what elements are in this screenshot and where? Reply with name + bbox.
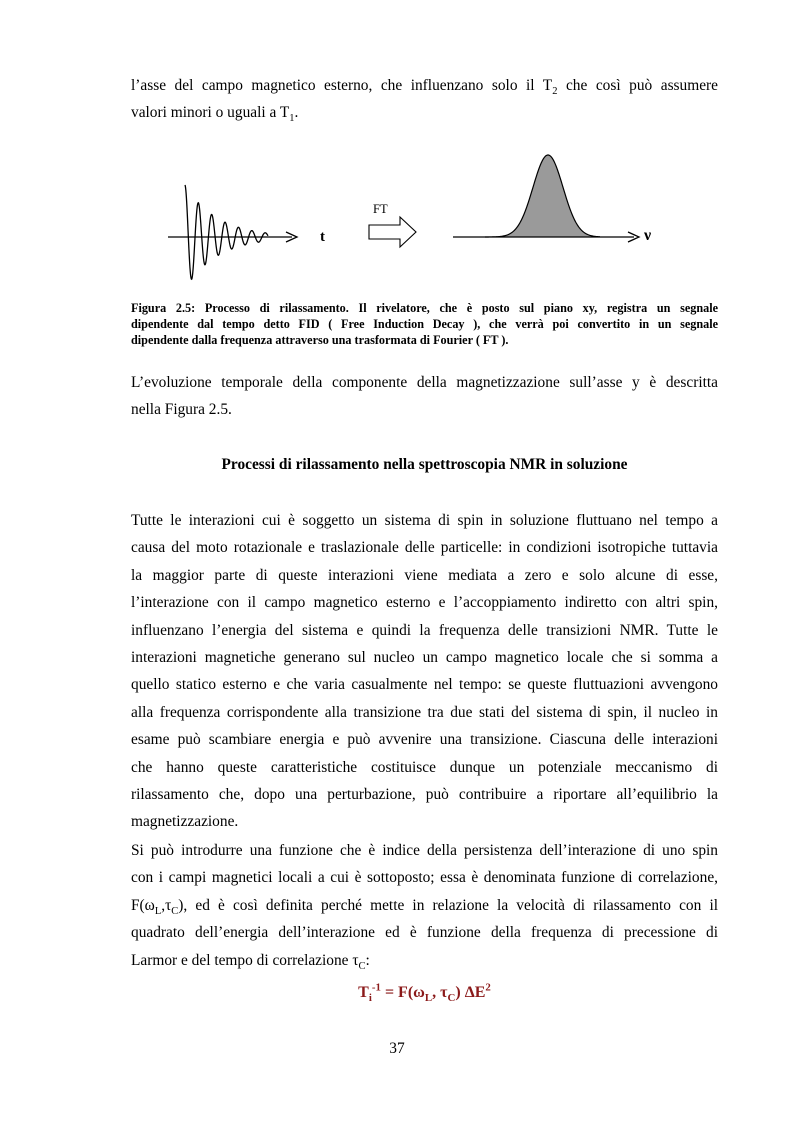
fourier-transform-arrow [369, 217, 416, 247]
page-number: 37 [389, 1040, 405, 1057]
text-line: causa del moto rotazionale e traslazionale delle particelle: in condizioni isotropiche tuttavia [131, 539, 718, 557]
text-line: quadrato dell’energia dell’interazione ed è funzione della frequenza di precessione di [131, 924, 718, 942]
caption-line: dipendente dal tempo detto FID ( Free Induction Decay ), che verrà poi convertito in un segnale [131, 317, 718, 331]
text-line: interazioni magnetiche generano sul nucleo un campo magnetico locale che si somma a [131, 649, 718, 667]
text-line: esame può scambiare energia e può avvenire una transizione. Ciascuna delle interazioni [131, 731, 718, 749]
text-line: influenzano l’energia del sistema e quindi la frequenza delle transizioni NMR. Tutte le [131, 621, 718, 639]
text-line: rilassamento che, dopo una perturbazione, può contribuire a riportare all’equilibrio la [131, 786, 718, 804]
frequency-axis-label: ν [644, 227, 652, 244]
section-heading: Processi di rilassamento nella spettroscopia NMR in soluzione [221, 456, 628, 473]
paragraph-correlation [131, 837, 718, 974]
text-line: $F(\omega_L,\tau_C)$, ed è così definita perché mette in relazione la velocità di rilassamento con il [131, 896, 718, 917]
figure-caption [131, 300, 718, 348]
ft-arrow-label: FT [373, 202, 388, 216]
text-line: quello statico esterno e che varia casualmente nel tempo: se queste fluttuazioni avvengono [131, 676, 718, 694]
fid-decay-curve [185, 185, 268, 279]
text-line: alla frequenza corrispondente alla transizione tra due stati del sistema di spin, il nucleo in [131, 703, 718, 721]
text-line: Larmor e del tempo di correlazione $\tau_C$: [131, 951, 370, 972]
paragraph-evolution [131, 369, 718, 424]
text-line: L’evoluzione temporale della componente della magnetizzazione sull’asse y è descritta [131, 374, 718, 391]
caption-line: Figura 2.5: Processo di rilassamento. Il rivelatore, che è posto sul piano xy, registra un segnale [131, 301, 718, 315]
time-axis-label: t [320, 229, 325, 245]
text-line: l’asse del campo magnetico esterno, che influenzano solo il $T_2$ che così può assumere [131, 77, 719, 98]
relaxation-equation: $T_i^{-1} = F(\omega_L$, $\tau_C$) $\Delta E^2$ [358, 981, 491, 1005]
text-line: Si può introdurre una funzione che è indice della persistenza dell’interazione di uno spin [131, 842, 718, 859]
text-line: Tutte le interazioni cui è soggetto un sistema di spin in soluzione fluttuano nel tempo a [131, 512, 718, 529]
text-line: valori minori o uguali a $T_1$. [131, 104, 299, 125]
paragraph-interactions [131, 507, 718, 836]
caption-line: dipendente dalla frequenza attraverso una trasformata di Fourier ( FT ). [131, 333, 509, 347]
spectrum-peak-fill [485, 155, 600, 237]
text-line: magnetizzazione. [131, 813, 239, 831]
text-line: l’interazione con il campo magnetico esterno e l’accoppiamento indiretto con altri spin, [131, 594, 718, 612]
paragraph-intro [131, 72, 718, 127]
text-line: che hanno queste caratteristiche costituisce dunque un potenziale meccanismo di [131, 758, 718, 776]
text-line: nella Figura 2.5. [131, 401, 232, 419]
relaxation-figure [150, 150, 670, 290]
text-line: con i campi magnetici locali a cui è sottoposto; essa è denominata funzione di correlazione, [131, 869, 718, 887]
text-line: la maggior parte di queste interazioni viene mediata a zero e solo alcune di esse, [131, 566, 718, 584]
